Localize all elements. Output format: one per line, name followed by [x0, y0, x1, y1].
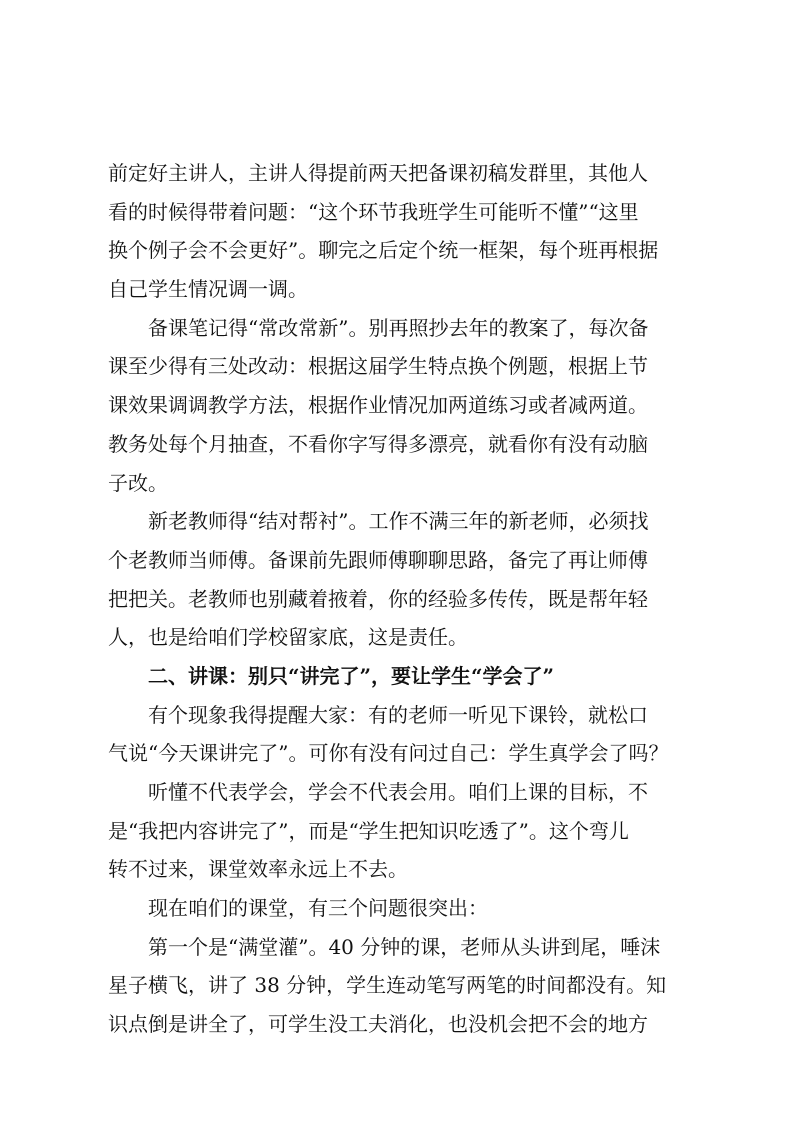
paragraph-line: 转不过来，课堂效率永远上不去。 [108, 857, 408, 882]
paragraph-line: 现在咱们的课堂，有三个问题很突出： [148, 896, 488, 921]
paragraph-line: 自己学生情况调一调。 [108, 277, 308, 302]
document-page [108, 154, 688, 1044]
paragraph-line: 换个例子会不会更好”。聊完之后定个统一框架，每个班再根据 [108, 238, 659, 263]
paragraph-line: 有个现象我得提醒大家：有的老师一听见下课铃，就松口 [148, 702, 648, 727]
paragraph-line: 前定好主讲人，主讲人得提前两天把备课初稿发群里，其他人 [108, 161, 648, 185]
paragraph-line: 星子横飞，讲了 38 分钟，学生连动笔写两笔的时间都没有。知 [108, 973, 667, 998]
section-heading: 二、讲课：别只“讲完了”，要让学生“学会了” [148, 663, 555, 688]
paragraph-line: 课效果调调教学方法，根据作业情况加两道练习或者减两道。 [108, 393, 648, 418]
paragraph-line: 看的时候得带着问题：“这个环节我班学生可能听不懂”“这里 [108, 199, 639, 224]
paragraph-line: 气说“今天课讲完了”。可你有没有问过自己：学生真学会了吗？ [108, 741, 669, 766]
paragraph-line: 听懂不代表学会，学会不代表会用。咱们上课的目标，不 [148, 780, 648, 804]
paragraph-line: 备课笔记得“常改常新”。别再照抄去年的教案了，每次备 [148, 315, 649, 340]
paragraph-line: 新老教师得“结对帮衬”。工作不满三年的新老师，必须找 [148, 509, 649, 534]
paragraph-line: 教务处每个月抽查，不看你字写得多漂亮，就看你有没有动脑 [108, 431, 648, 456]
paragraph-line: 课至少得有三处改动：根据这届学生特点换个例题，根据上节 [108, 354, 648, 379]
paragraph-line: 人，也是给咱们学校留家底，这是责任。 [108, 625, 468, 650]
paragraph-line: 子改。 [108, 470, 168, 495]
paragraph-line: 个老教师当师傅。备课前先跟师傅聊聊思路，备完了再让师傅 [108, 547, 648, 572]
paragraph-line: 把把关。老教师也别藏着掖着，你的经验多传传，既是帮年轻 [108, 586, 648, 611]
paragraph-line: 第一个是“满堂灌”。40 分钟的课，老师从头讲到尾，唾沫 [148, 934, 661, 959]
paragraph-line: 是“我把内容讲完了”，而是“学生把知识吃透了”。这个弯儿 [108, 818, 629, 843]
paragraph-line: 识点倒是讲全了，可学生没工夫消化，也没机会把不会的地方 [108, 1012, 648, 1037]
